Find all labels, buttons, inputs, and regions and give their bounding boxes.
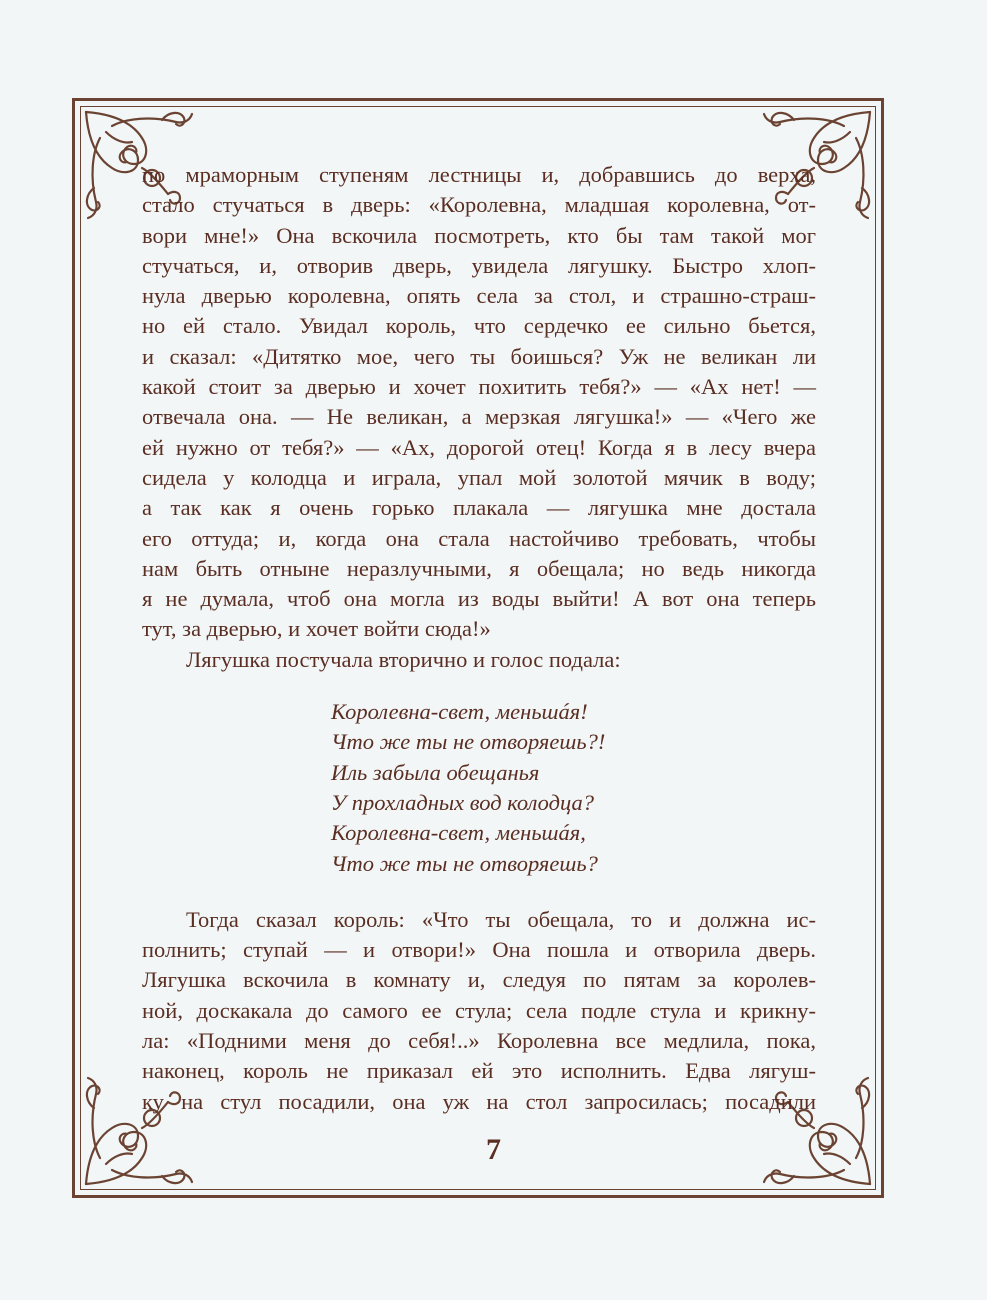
text-line: ла: «Подними меня до себя!..» Королевна все медлила, пока, — [142, 1028, 816, 1054]
text-line: и сказал: «Дитятко мое, чего ты боишься? Уж не великан ли — [142, 343, 816, 369]
text-line: какой стоит за дверью и хочет похитить тебя?» — «Ах нет! — — [142, 374, 816, 400]
poem-verse — [331, 697, 816, 879]
text-line: Тогда сказал король: «Что ты обещала, то и должна ис- — [186, 906, 816, 932]
text-line: сидела у колодца и играла, упал мой золотой мячик в воду; — [142, 464, 816, 490]
page-body — [142, 160, 816, 1117]
text-line: по мраморным ступеням лестницы и, добравшись до верха, — [142, 162, 816, 187]
text-line: ку на стул посадили, она уж на стол запросилась; посадили — [142, 1088, 816, 1114]
poem-line: У прохладных вод колодца? — [331, 789, 595, 815]
text-line: ей нужно от тебя?» — «Ах, дорогой отец! Когда я в лесу вчера — [142, 434, 816, 460]
poem-line: Что же ты не отворяешь?! — [331, 729, 606, 755]
poem-line: Королевна-свет, меньшáя, — [331, 820, 586, 846]
text-line: Лягушка вскочила в комнату и, следуя по пятам за королев- — [142, 967, 816, 993]
text-line: полнить; ступай — и отвори!» Она пошла и отворила дверь. — [142, 937, 816, 963]
poem-line: Иль забыла обещанья — [331, 759, 540, 785]
text-line: наконец, король не приказал ей это исполнить. Едва лягуш- — [142, 1058, 816, 1084]
page-number: 7 — [486, 1133, 501, 1166]
text-line: вори мне!» Она вскочила посмотреть, кто бы там такой мог — [142, 222, 816, 248]
text-line: Лягушка постучала вторично и голос подала: — [186, 646, 621, 672]
text-line: я не думала, чтоб она могла из воды выйти! А вот она теперь — [142, 586, 816, 612]
text-line: а так как я очень горько плакала — лягушка мне достала — [142, 495, 816, 521]
text-line: тут, за дверью, и хочет войти сюда!» — [142, 616, 491, 642]
text-line: нам быть отныне неразлучными, я обещала; но ведь никогда — [142, 555, 816, 581]
text-line: нула дверью королевна, опять села за стол, и страшно-страш- — [142, 283, 816, 309]
text-line: стучаться, и, отворив дверь, увидела лягушку. Быстро хлоп- — [142, 252, 816, 278]
text-line: его оттуда; и, когда она стала настойчиво требовать, чтобы — [142, 525, 816, 551]
poem-line: Королевна-свет, меньшáя! — [331, 699, 588, 725]
poem-line: Что же ты не отворяешь? — [331, 850, 598, 876]
text-line: ной, доскакала до самого ее стула; села подле стула и крикну- — [142, 997, 816, 1023]
paragraph-3 — [142, 905, 816, 1117]
paragraph-2 — [142, 645, 816, 675]
text-line: отвечала она. — Не великан, а мерзкая лягушка!» — «Чего же — [142, 404, 816, 430]
text-line: но ей стало. Увидал король, что сердечко ее сильно бьется, — [142, 313, 816, 339]
paragraph-1 — [142, 160, 816, 645]
text-line: стало стучаться в дверь: «Королевна, младшая королевна, от- — [142, 192, 816, 218]
